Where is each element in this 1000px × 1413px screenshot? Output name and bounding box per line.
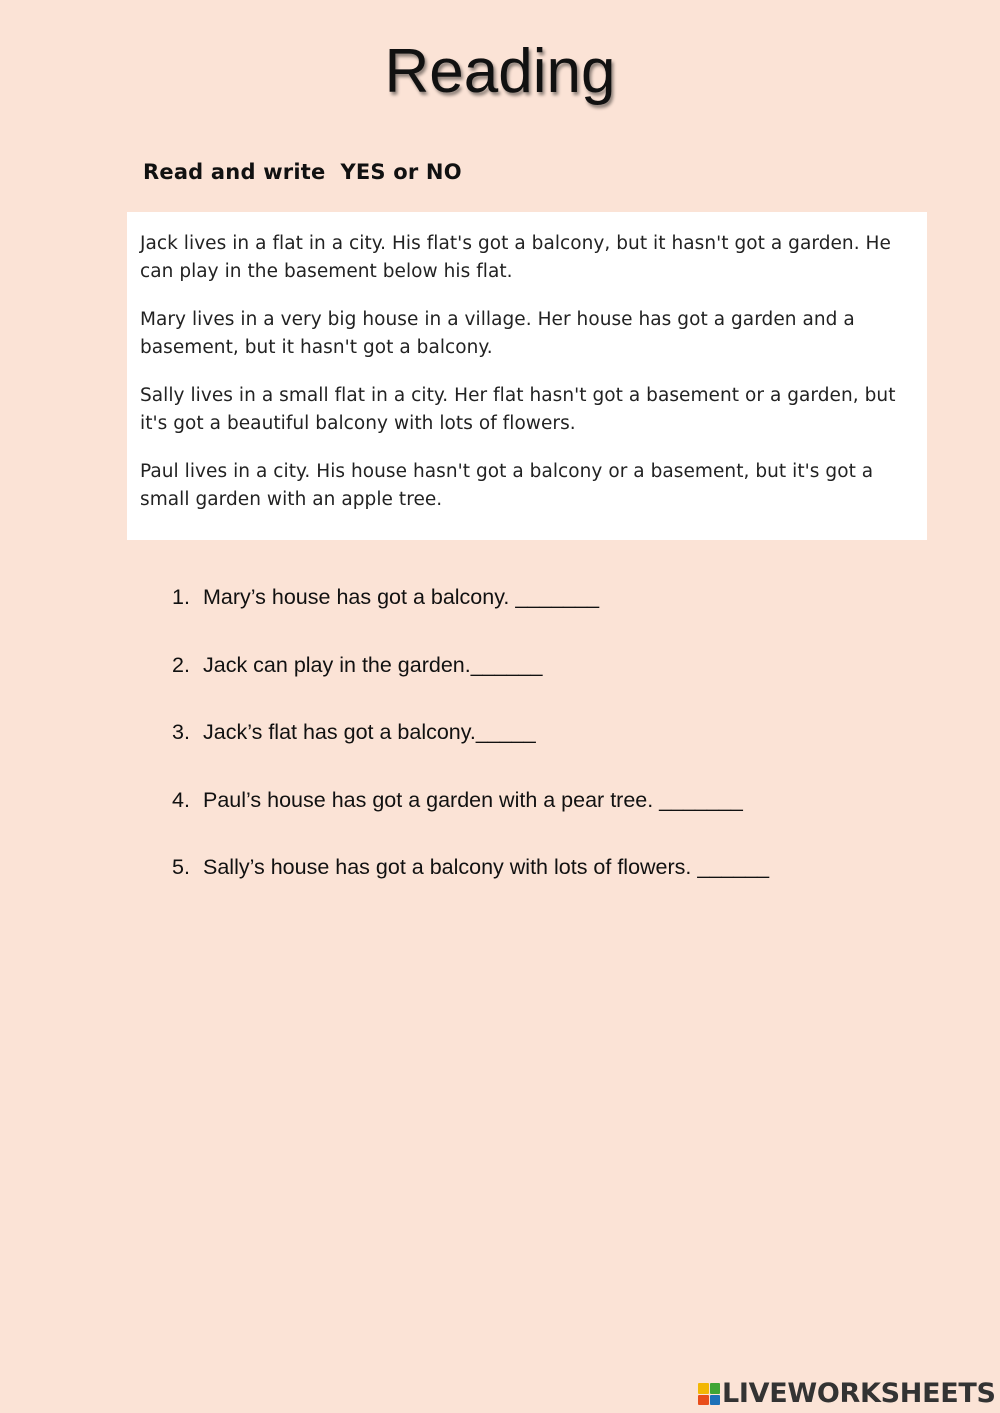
logo-square-icon [698, 1383, 709, 1394]
logo-square-icon [698, 1395, 709, 1406]
reading-passage-box [127, 212, 927, 540]
question-item [172, 783, 932, 817]
question-number: 1. [172, 585, 190, 609]
question-text: Jack’s flat has got a balcony._____ [203, 720, 536, 745]
question-list [172, 580, 932, 918]
question-item [172, 850, 932, 884]
logo-square-icon [710, 1383, 721, 1394]
question-text: Sally’s house has got a balcony with lots of flowers. ______ [203, 855, 770, 880]
reading-paragraph-paul: Paul lives in a city. His house hasn't got a balcony or a basement, but it's got a small garden with an apple tree. [140, 461, 874, 510]
question-item [172, 580, 932, 614]
question-text: Paul’s house has got a garden with a pear tree. _______ [203, 787, 743, 812]
question-number: 5. [172, 855, 190, 880]
question-item [172, 715, 932, 749]
logo-square-icon [710, 1395, 721, 1406]
question-number: 3. [172, 720, 190, 745]
reading-paragraph-mary: Mary lives in a very big house in a village. Her house has got a garden and a basement, but it hasn't got a balcony. [140, 309, 855, 358]
question-text: Mary’s house has got a balcony. _______ [203, 585, 600, 609]
logo-text: LIVEWORKSHEETS [722, 1378, 996, 1409]
question-number: 2. [172, 652, 190, 677]
question-number: 4. [172, 787, 190, 812]
liveworksheets-logo [698, 1378, 996, 1410]
question-text: Jack can play in the garden.______ [203, 652, 543, 677]
reading-paragraph-jack: Jack lives in a flat in a city. His flat's got a balcony, but it hasn't got a garden. He can play in the basement below his flat. [140, 233, 891, 282]
page-title: Reading [384, 37, 616, 106]
question-item [172, 648, 932, 682]
instruction-heading: Read and write YES or NO [143, 160, 462, 184]
liveworksheets-logo-icon [698, 1383, 720, 1405]
reading-paragraph-sally: Sally lives in a small flat in a city. Her flat hasn't got a basement or a garden, but it's got a beautiful balcony with lots of flowers. [140, 385, 896, 434]
